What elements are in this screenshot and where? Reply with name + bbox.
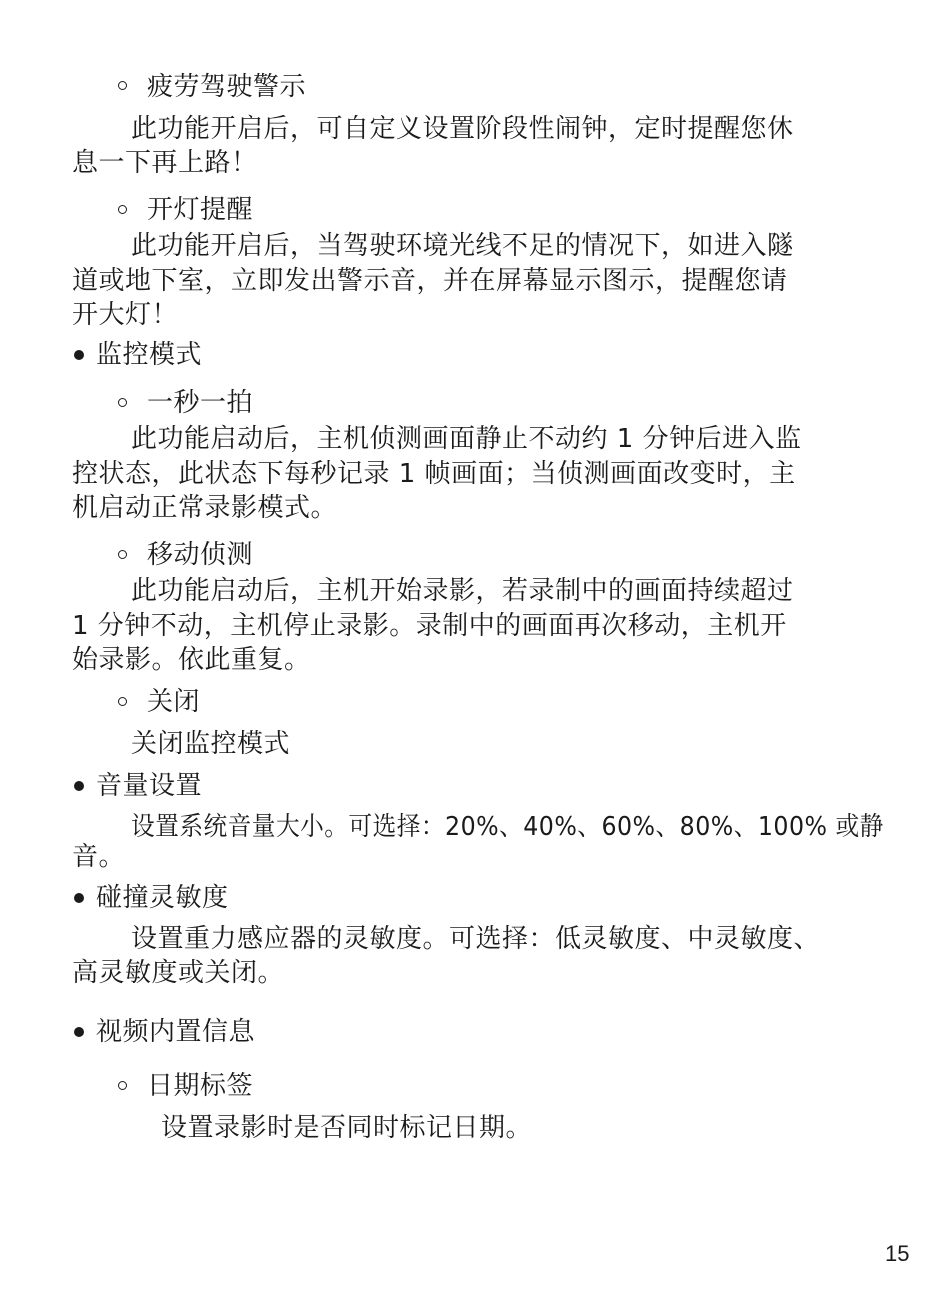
body-text: 道或地下室，立即发出警示音，并在屏幕显示图示，提醒您请 <box>72 266 788 296</box>
heading-video-embedded-info: 视频内置信息 <box>96 1017 256 1047</box>
sub-bullet-icon <box>118 550 127 559</box>
heading-light-reminder: 开灯提醒 <box>147 195 254 225</box>
sub-bullet-icon <box>118 81 127 90</box>
body-text: 此功能开启后，当驾驶环境光线不足的情况下，如进入隧 <box>131 231 794 261</box>
bullet-icon <box>74 781 84 791</box>
body-text: 设置系统音量大小。可选择：20%、40%、60%、80%、100% 或静 <box>131 812 884 842</box>
body-text: 1 分钟不动，主机停止录影。录制中的画面再次移动，主机开 <box>72 611 787 641</box>
heading-fatigue-warning: 疲劳驾驶警示 <box>147 72 307 102</box>
heading-monitor-mode: 监控模式 <box>96 340 203 370</box>
sub-bullet-icon <box>118 697 127 706</box>
bullet-icon <box>74 1027 84 1037</box>
sub-bullet-icon <box>118 205 127 214</box>
body-text: 息一下再上路！ <box>72 148 258 178</box>
bullet-icon <box>74 350 84 360</box>
body-text: 控状态，此状态下每秒记录 1 帧画面；当侦测画面改变时，主 <box>72 459 796 489</box>
body-text: 此功能开启后，可自定义设置阶段性闹钟，定时提醒您休 <box>131 114 794 144</box>
body-text: 关闭监控模式 <box>131 729 291 759</box>
body-text: 开大灯！ <box>72 300 179 330</box>
sub-bullet-icon <box>118 1081 127 1090</box>
body-text: 此功能启动后，主机开始录影，若录制中的画面持续超过 <box>131 576 794 606</box>
page-number: 15 <box>885 1241 910 1266</box>
body-text: 音。 <box>72 842 126 872</box>
heading-collision-sensitivity: 碰撞灵敏度 <box>96 883 229 913</box>
heading-motion-detection: 移动侦测 <box>147 540 254 570</box>
heading-date-stamp: 日期标签 <box>147 1071 254 1101</box>
body-text: 设置录影时是否同时标记日期。 <box>161 1113 533 1143</box>
bullet-icon <box>74 893 84 903</box>
body-text: 设置重力感应器的灵敏度。可选择：低灵敏度、中灵敏度、 <box>131 924 821 954</box>
sub-bullet-icon <box>118 398 127 407</box>
body-text: 此功能启动后，主机侦测画面静止不动约 1 分钟后进入监 <box>131 424 802 454</box>
body-text: 机启动正常录影模式。 <box>72 493 338 523</box>
body-text: 始录影。依此重复。 <box>72 645 311 675</box>
body-text: 高灵敏度或关闭。 <box>72 958 285 988</box>
heading-one-frame-per-second: 一秒一拍 <box>147 388 254 418</box>
heading-off: 关闭 <box>147 687 201 717</box>
heading-volume-settings: 音量设置 <box>96 771 203 801</box>
